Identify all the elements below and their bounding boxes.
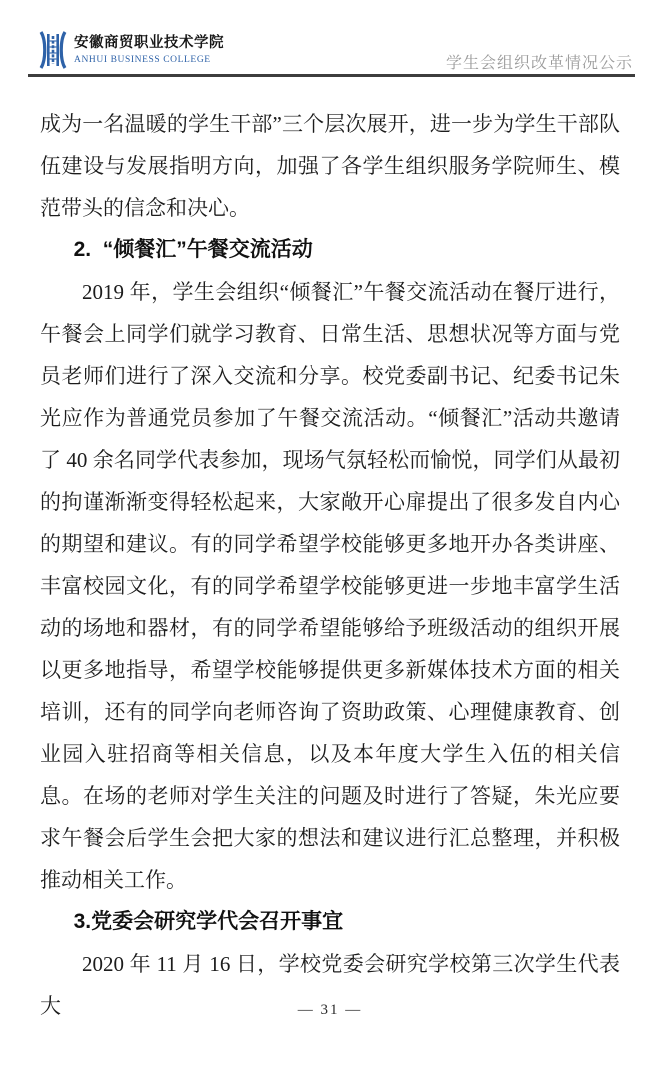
page-header-brand <box>38 30 224 69</box>
header-rule <box>28 74 635 77</box>
section-heading-2: 2. “倾餐汇”午餐交流活动 <box>73 238 313 261</box>
college-logo-icon <box>38 31 68 69</box>
college-name-cn: 安徽商贸职业技术学院 <box>74 35 224 51</box>
paragraph-lunch-activity: 2019 年，学生会组织“倾餐汇”午餐交流活动在餐厅进行，午餐会上同学们就学习教育、日常生活、思想状况等方面与党员老师们进行了深入交流和分享。校党委副书记、纪委书记朱光应作为普通党员参加了午餐交流活动。“倾餐汇”活动共邀请了 40 余名同学代表参加，现场气氛轻松而愉悦，同学们从最初的拘谨渐渐变得轻松起来，大家敞开心扉提出了很多发自内心的期望和建议。有的同学希望学校能够更多地开办各类讲座、丰富校园文化，有的同学希望学校能够更进一步地丰富学生活动的场地和器材，有的同学希望能够给予班级活动的组织开展以更多地指导，希望学校能够提供更多新媒体技术方面的相关培训，还有的同学向老师咨询了资助政策、心理健康教育、创业园入驻招商等相关信息，以及本年度大学生入伍的相关信息。在场的老师对学生关注的问题及时进行了答疑，朱光应要求午餐会后学生会把大家的想法和建议进行汇总整理，并积极推动相关工作。 <box>40 280 620 892</box>
header-doc-title: 学生会组织改革情况公示 <box>445 55 633 72</box>
paragraph-party-committee: 2020 年 11 月 16 日，学校党委会研究学校第三次学生代表大 <box>40 952 620 1018</box>
document-body <box>40 103 620 1027</box>
college-name-en: ANHUI BUSINESS COLLEGE <box>74 55 211 65</box>
paragraph-continuation: 成为一名温暖的学生干部”三个层次展开，进一步为学生干部队伍建设与发展指明方向，加强了各学生组织服务学院师生、模范带头的信念和决心。 <box>40 112 620 220</box>
section-heading-3: 3.党委会研究学代会召开事宜 <box>73 910 344 933</box>
page-number: — 31 — <box>297 1002 363 1018</box>
college-name-block <box>74 30 224 66</box>
